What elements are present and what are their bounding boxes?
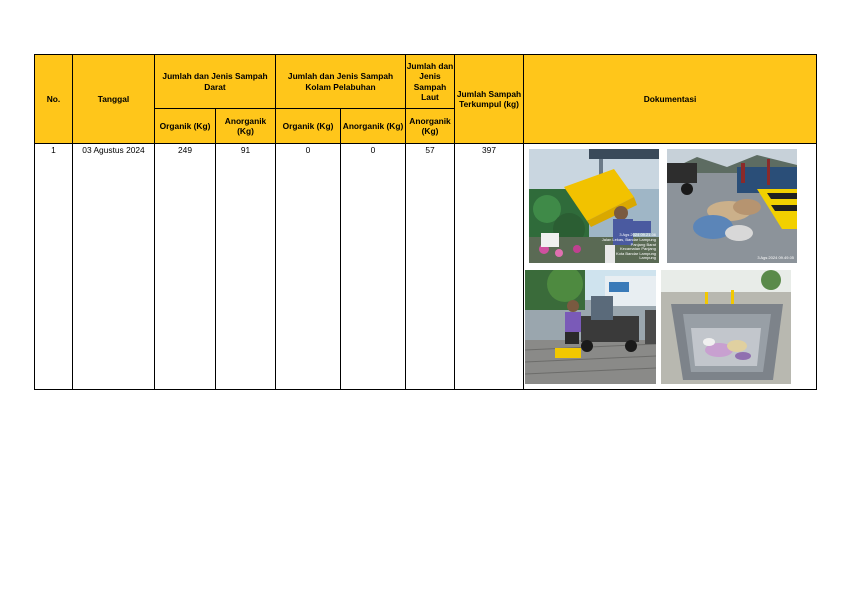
header-sampah-kolam-pelabuhan: Jumlah dan Jenis Sampah Kolam Pelabuhan	[276, 55, 406, 109]
cell-total: 397	[455, 144, 524, 390]
header-kolam-organik: Organik (Kg)	[276, 109, 341, 144]
header-sampah-laut: Jumlah dan Jenis Sampah Laut	[406, 55, 455, 109]
header-darat-organik: Organik (Kg)	[155, 109, 216, 144]
header-kolam-anorganik: Anorganik (Kg)	[341, 109, 406, 144]
cell-kolam-anorganik: 0	[341, 144, 406, 390]
cell-kolam-organik: 0	[276, 144, 341, 390]
photo-yellow-bin	[529, 149, 659, 263]
photo-gray-bin	[661, 270, 791, 384]
photo-worker-cart	[525, 270, 656, 384]
header-jumlah-terkumpul: Jumlah Sampah Terkumpul (kg)	[455, 55, 524, 144]
photo-caption: 3 Ags 2024 09.49.05	[757, 255, 795, 261]
table-row	[35, 144, 817, 390]
cell-tanggal: 03 Agustus 2024	[73, 144, 155, 390]
cell-no: 1	[35, 144, 73, 390]
header-tanggal: Tanggal	[73, 55, 155, 144]
cell-laut-anorganik: 57	[406, 144, 455, 390]
waste-report-table	[34, 54, 817, 390]
header-dokumentasi: Dokumentasi	[524, 55, 817, 144]
header-sampah-darat: Jumlah dan Jenis Sampah Darat	[155, 55, 276, 109]
cell-darat-anorganik: 91	[216, 144, 276, 390]
header-laut-anorganik: Anorganik (Kg)	[406, 109, 455, 144]
header-darat-anorganik: Anorganik (Kg)	[216, 109, 276, 144]
header-no: No.	[35, 55, 73, 144]
photo-caption: 3 Ags 2024 09.21.06 Jalan Lekas, Bandar Lampung Panjang Barat Kecamatan Panjang Kota Bandar Lampung Lampung	[601, 232, 657, 261]
photo-harbor-trash-bags	[667, 149, 797, 263]
cell-dokumentasi	[524, 144, 817, 390]
cell-darat-organik: 249	[155, 144, 216, 390]
